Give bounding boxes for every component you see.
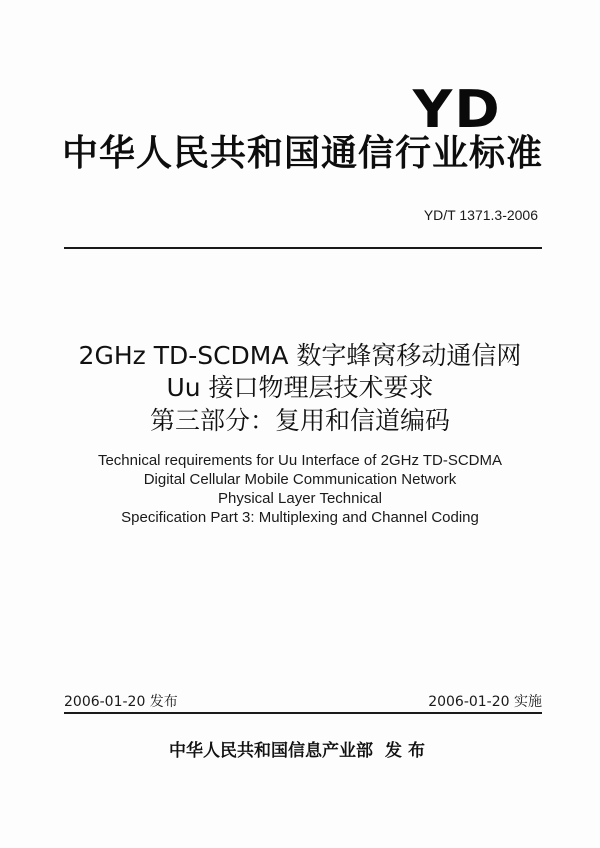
issuer-suffix: 发布: [385, 741, 431, 761]
chinese-title-line-1: 2GHz TD-SCDMA 数字蜂窝移动通信网: [78, 341, 522, 370]
top-divider: [64, 247, 542, 249]
standard-category-title: 中华人民共和国通信行业标准: [62, 133, 544, 174]
publish-date: 2006-01-20 发布: [64, 694, 178, 710]
english-title-line-3: Physical Layer Technical: [218, 490, 382, 507]
standard-number: YD/T 1371.3-2006: [423, 207, 538, 223]
english-title-line-2: Digital Cellular Mobile Communication Network: [143, 471, 457, 488]
english-title-line-1: Technical requirements for Uu Interface of 2GHz TD-SCDMA: [97, 452, 503, 469]
yd-logo: YD: [412, 80, 502, 140]
effective-date: 2006-01-20 实施: [428, 694, 542, 710]
chinese-title-line-3: 第三部分：复用和信道编码: [149, 406, 450, 435]
issuer-name: 中华人民共和国信息产业部: [169, 741, 373, 761]
issuer-line: [0, 736, 600, 761]
bottom-divider: [64, 712, 542, 714]
english-title-line-4: Specification Part 3: Multiplexing and Channel Coding: [121, 509, 479, 526]
chinese-title-line-2: Uu 接口物理层技术要求: [166, 373, 434, 402]
